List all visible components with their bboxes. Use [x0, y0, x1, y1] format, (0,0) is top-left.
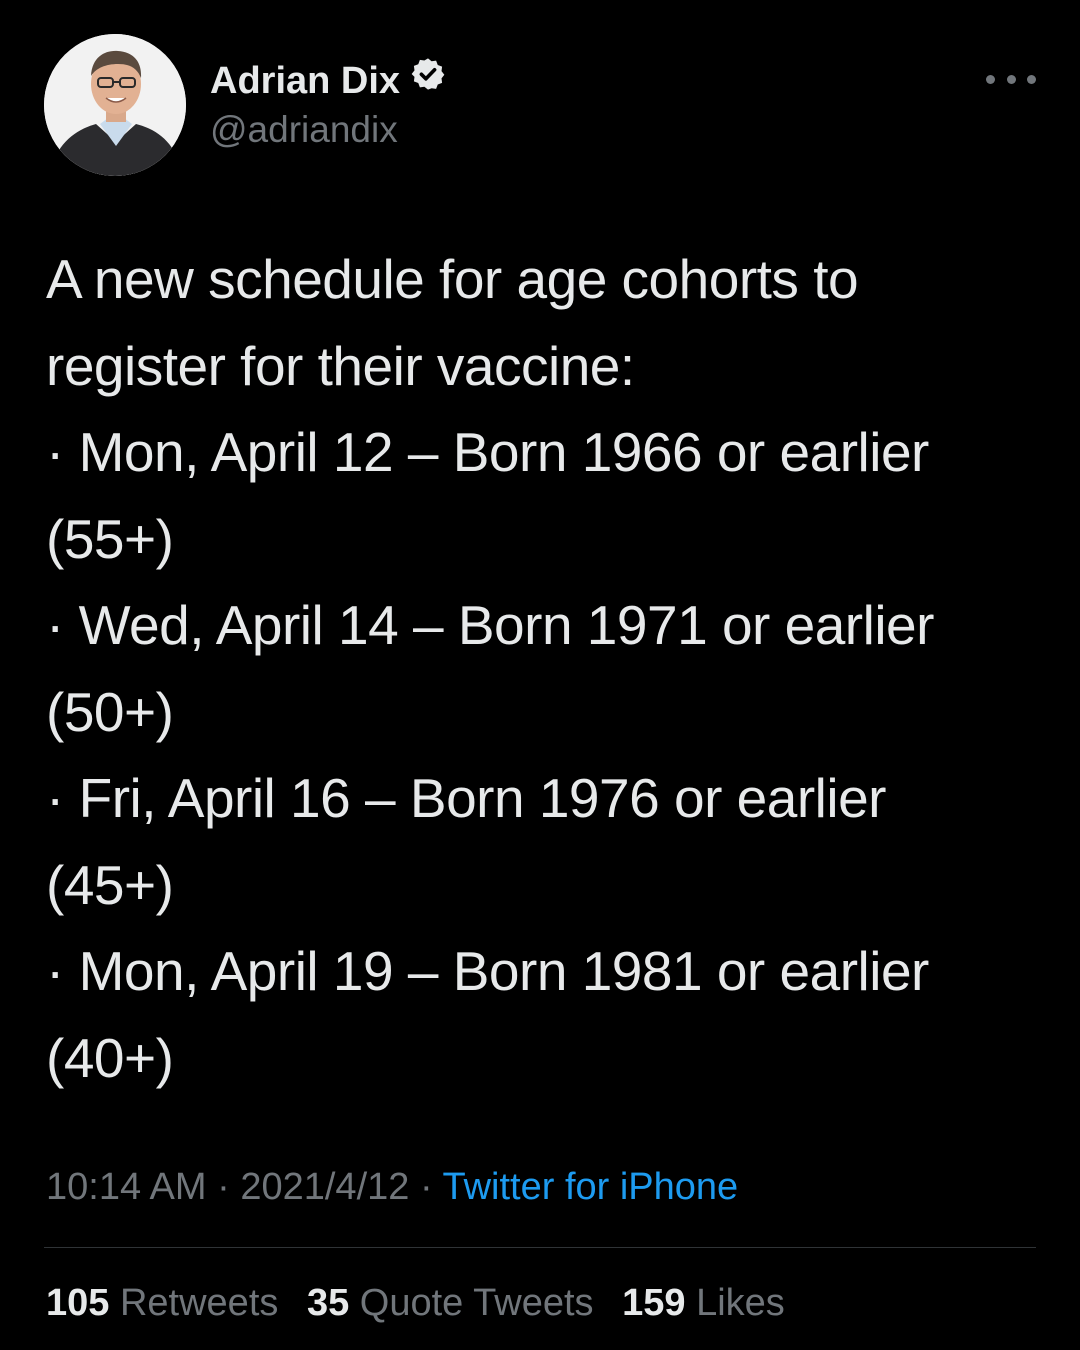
- tweet-text-line: (50+): [46, 680, 174, 743]
- tweet-text-line: · Fri, April 16 – Born 1976 or earlier: [46, 767, 886, 829]
- avatar[interactable]: [44, 34, 186, 176]
- tweet-text-line: · Mon, April 19 – Born 1981 or earlier: [46, 940, 929, 1002]
- profile-photo-icon: [44, 34, 186, 176]
- tweet-text-line: (40+): [46, 1026, 174, 1089]
- more-dot: [1007, 75, 1016, 84]
- quote-tweets-stat[interactable]: [307, 1282, 594, 1324]
- more-dot: [986, 75, 995, 84]
- tweet-text-line: register for their vaccine:: [46, 334, 635, 397]
- tweet-stats: [46, 1278, 803, 1328]
- likes-stat[interactable]: [622, 1282, 785, 1324]
- likes-count: 159: [622, 1282, 686, 1324]
- tweet-source-link[interactable]: Twitter for iPhone: [442, 1166, 739, 1208]
- retweets-stat[interactable]: [46, 1282, 278, 1324]
- tweet-text-line: (45+): [46, 853, 174, 916]
- tweet-meta: [46, 1162, 738, 1212]
- more-horizontal-icon[interactable]: [986, 64, 1036, 94]
- tweet-text-line: · Mon, April 12 – Born 1966 or earlier: [46, 421, 929, 483]
- tweet-time[interactable]: 10:14 AM: [46, 1166, 207, 1208]
- more-dot: [1027, 75, 1036, 84]
- author-name-text: Adrian Dix: [210, 60, 401, 102]
- author-handle[interactable]: @adriandix: [210, 109, 398, 150]
- meta-separator: ·: [419, 1166, 433, 1208]
- tweet-date[interactable]: 2021/4/12: [240, 1166, 410, 1208]
- divider: [44, 1247, 1036, 1248]
- author-name[interactable]: [210, 58, 446, 104]
- likes-label: Likes: [696, 1282, 785, 1324]
- tweet-text-line: (55+): [46, 507, 174, 570]
- tweet-text: [46, 236, 1046, 1101]
- retweets-label: Retweets: [119, 1282, 279, 1324]
- quote-tweets-label: Quote Tweets: [359, 1282, 594, 1324]
- verified-badge-icon: [410, 56, 446, 103]
- tweet-text-line: A new schedule for age cohorts to: [46, 248, 859, 310]
- retweets-count: 105: [46, 1282, 110, 1324]
- meta-separator: ·: [217, 1166, 230, 1208]
- tweet-text-line: · Wed, April 14 – Born 1971 or earlier: [46, 594, 934, 656]
- quote-tweets-count: 35: [306, 1282, 350, 1324]
